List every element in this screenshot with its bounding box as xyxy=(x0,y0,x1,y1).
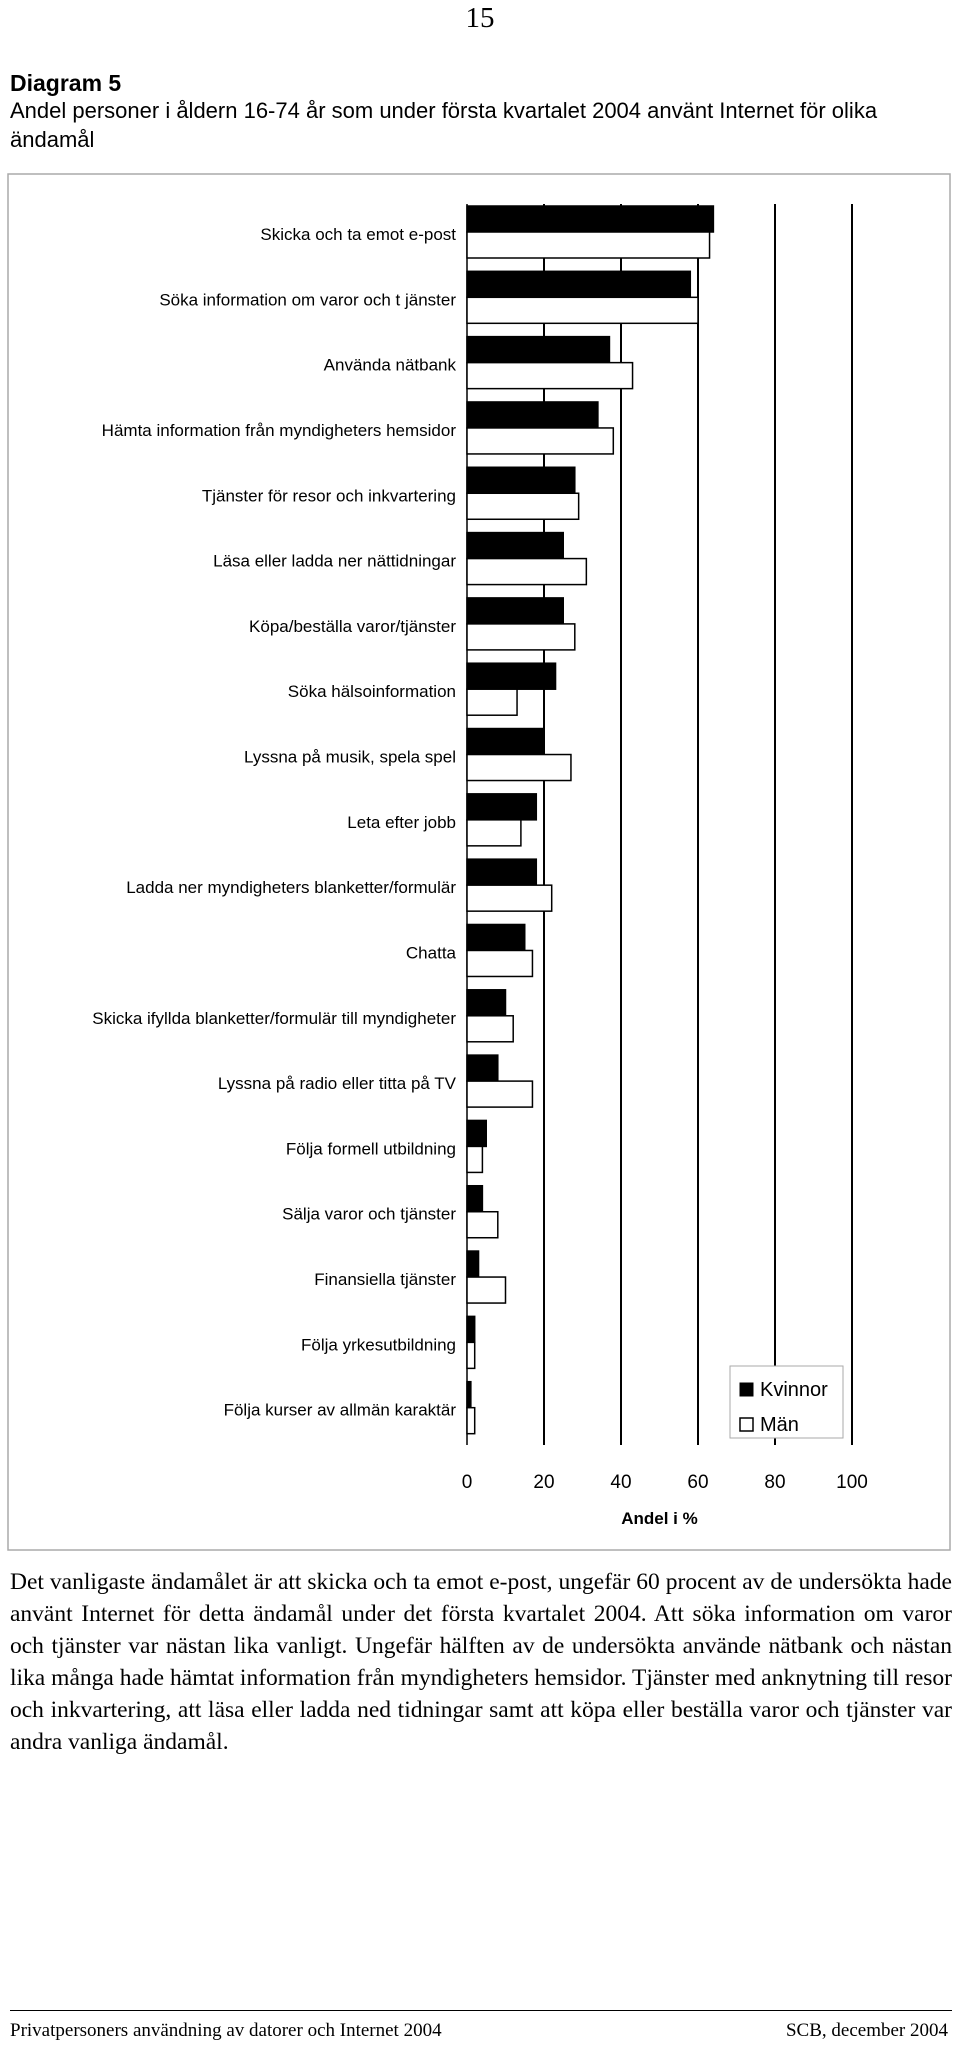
category-label: Köpa/beställa varor/tjänster xyxy=(249,616,456,636)
category-label: Hämta information från myndigheters hemsidor xyxy=(101,420,456,440)
bar-man xyxy=(467,1212,498,1238)
bar-kvinnor xyxy=(467,1055,498,1081)
category-label: Sälja varor och tjänster xyxy=(282,1204,456,1224)
category-label: Följa formell utbildning xyxy=(285,1139,456,1159)
bar-kvinnor xyxy=(467,729,544,755)
diagram-title: Diagram 5 xyxy=(10,70,122,96)
bar-man xyxy=(467,1016,513,1042)
bar-man xyxy=(467,1408,475,1434)
x-tick-label: 60 xyxy=(687,1472,709,1493)
bar-kvinnor xyxy=(467,402,598,428)
legend-label-kvinnor: Kvinnor xyxy=(760,1379,828,1401)
x-tick-label: 40 xyxy=(610,1472,632,1493)
x-tick-label: 0 xyxy=(461,1472,473,1493)
bar-man xyxy=(467,297,698,323)
footer-rule xyxy=(10,2010,952,2011)
x-tick-label: 80 xyxy=(764,1472,786,1493)
category-label: Chatta xyxy=(405,943,456,963)
bar-man xyxy=(467,493,579,519)
x-tick-label: 20 xyxy=(533,1472,555,1493)
bar-man xyxy=(467,1146,482,1172)
bar-kvinnor xyxy=(467,467,575,493)
body-text: Det vanligaste ändamålet är att skicka och ta emot e-post, ungefär 60 procent av de undersökta hade använt Internet för detta ändamål under det första kvartalet 2004. Att söka information om varor och tjänster var nästan lika vanligt. Ungefär hälften av de undersökta använde nätbank och nästan lika många hade hämtat information från myndigheters hemsidor. Tjänster med anknytning till resor och inkvartering, att läsa eller ladda ned tidningar samt att köpa eller beställa varor och tjänster var andra vanliga ändamål. xyxy=(10,1569,952,1755)
bar-man xyxy=(467,559,586,585)
bar-man xyxy=(467,885,552,911)
x-axis-title: Andel i % xyxy=(621,1509,698,1528)
bar-man xyxy=(467,428,613,454)
legend-swatch-man xyxy=(740,1418,753,1431)
bar-kvinnor xyxy=(467,859,536,885)
bar-kvinnor xyxy=(467,1186,482,1212)
bar-kvinnor xyxy=(467,924,525,950)
legend xyxy=(730,1366,843,1438)
footer-right: SCB, december 2004 xyxy=(785,2020,948,2041)
bar-kvinnor xyxy=(467,1251,479,1277)
category-label: Leta efter jobb xyxy=(347,812,456,832)
bar-kvinnor xyxy=(467,337,609,363)
bar-man xyxy=(467,1081,532,1107)
bar-man xyxy=(467,232,710,258)
category-label: Lyssna på radio eller titta på TV xyxy=(217,1074,456,1094)
bar-man xyxy=(467,624,575,650)
category-label: Läsa eller ladda ner nättidningar xyxy=(213,551,456,571)
category-label: Skicka och ta emot e-post xyxy=(260,225,456,244)
bar-kvinnor xyxy=(467,990,506,1016)
category-label: Söka hälsoinformation xyxy=(287,682,456,702)
category-label: Använda nätbank xyxy=(323,355,456,375)
bar-man xyxy=(467,363,633,389)
bar-kvinnor xyxy=(467,1120,486,1146)
bar-man xyxy=(467,1342,475,1368)
bar-kvinnor xyxy=(467,533,563,559)
bar-kvinnor xyxy=(467,271,690,297)
bar-man xyxy=(467,950,532,976)
category-label: Finansiella tjänster xyxy=(314,1270,456,1290)
category-label: Följa yrkesutbildning xyxy=(301,1335,456,1355)
bar-kvinnor xyxy=(467,663,556,689)
category-label: Söka information om varor och t jänster xyxy=(159,290,456,310)
footer-left: Privatpersoners användning av datorer och Internet 2004 xyxy=(10,2020,442,2041)
legend-swatch-kvinnor xyxy=(740,1383,753,1396)
category-label: Skicka ifyllda blanketter/formulär till myndigheter xyxy=(92,1008,456,1028)
page-number: 15 xyxy=(465,2,495,34)
bar-kvinnor xyxy=(467,206,713,232)
bar-kvinnor xyxy=(467,1316,475,1342)
bar-kvinnor xyxy=(467,1382,471,1408)
diagram-subtitle: Andel personer i åldern 16-74 år som under första kvartalet 2004 använt Internet för olika ändamål xyxy=(10,98,878,152)
x-tick-label: 100 xyxy=(836,1472,868,1493)
bar-man xyxy=(467,820,521,846)
bar-man xyxy=(467,755,571,781)
category-label: Tjänster för resor och inkvartering xyxy=(201,486,456,506)
bar-kvinnor xyxy=(467,794,536,820)
bar-man xyxy=(467,689,517,715)
bar-kvinnor xyxy=(467,598,563,624)
category-label: Följa kurser av allmän karaktär xyxy=(223,1400,456,1420)
category-label: Lyssna på musik, spela spel xyxy=(244,747,456,767)
category-label: Ladda ner myndigheters blanketter/formulär xyxy=(126,878,456,898)
legend-label-man: Män xyxy=(760,1414,799,1436)
bar-man xyxy=(467,1277,506,1303)
